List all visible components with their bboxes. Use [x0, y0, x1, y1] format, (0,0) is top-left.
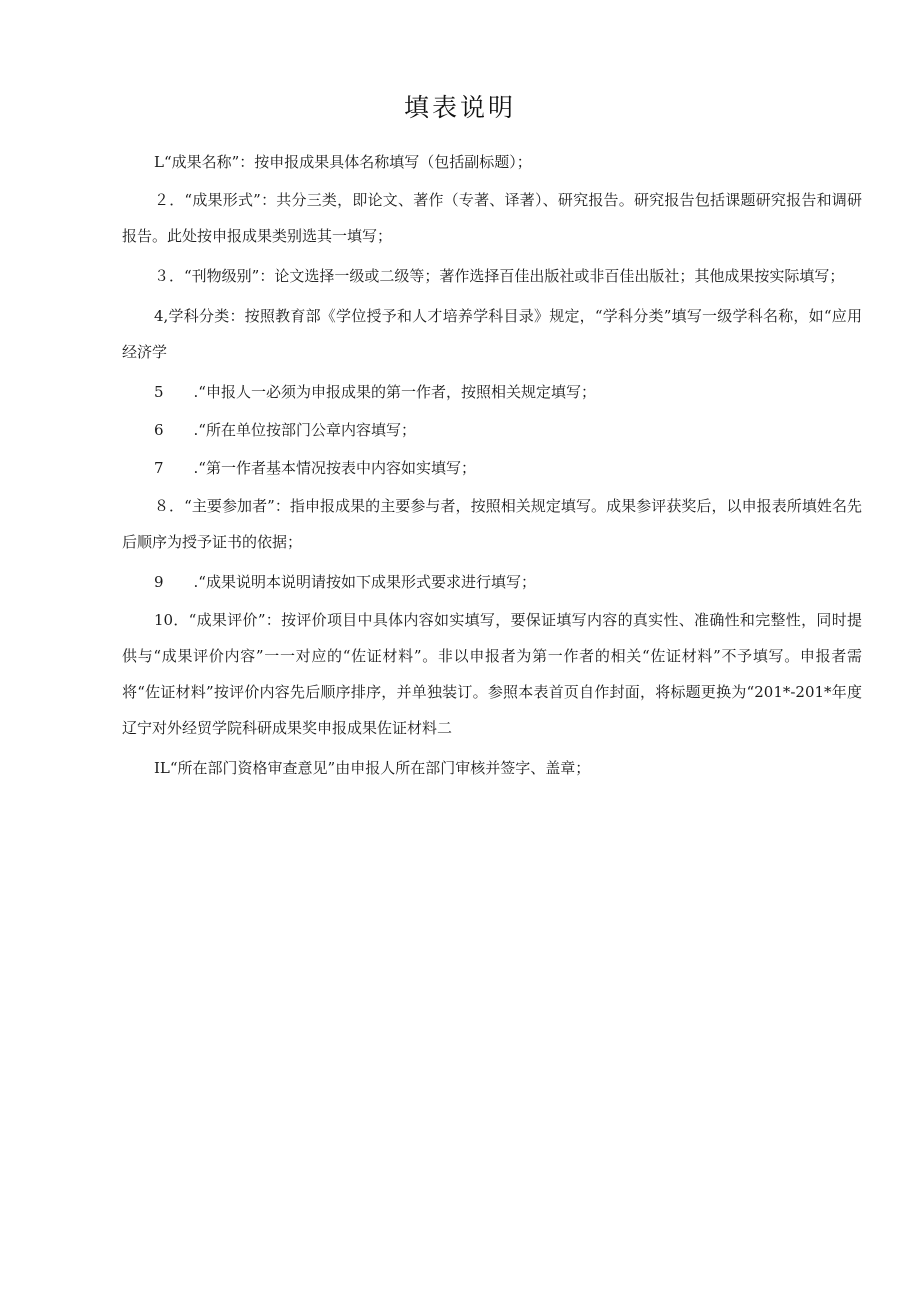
- instruction-item-2: ２．“成果形式”：共分三类，即论文、著作（专著、译著）、研究报告。研究报告包括课题研究报告和调研报告。此处按申报成果类别选其一填写；: [122, 191, 862, 245]
- instruction-item-4: 4,学科分类：按照教育部《学位授予和人才培养学科目录》规定，“学科分类”填写一级学科名称，如“应用经济学: [122, 307, 862, 361]
- document-title: 填表说明: [403, 93, 516, 122]
- instruction-item-6: 6 .“所在单位按部门公章内容填写；: [154, 421, 416, 439]
- instruction-item-3: ３．“刊物级别”：论文选择一级或二级等；著作选择百佳出版社或非百佳出版社；其他成果按实际填写；: [154, 267, 845, 285]
- instruction-item-5: 5 .“申报人一必须为申报成果的第一作者，按照相关规定填写；: [154, 383, 596, 401]
- instruction-item-11: IL“所在部门资格审查意见”由申报人所在部门审核并签字、盖章；: [154, 759, 591, 777]
- instructions-list: [122, 144, 862, 788]
- instruction-item-9: 9 .“成果说明本说明请按如下成果形式要求进行填写；: [154, 573, 536, 591]
- instruction-item-1: L“成果名称”：按申报成果具体名称填写（包括副标题）；: [154, 153, 532, 171]
- instruction-item-7: 7 .“第一作者基本情况按表中内容如实填写；: [154, 459, 476, 477]
- instruction-item-10: 10．“成果评价”：按评价项目中具体内容如实填写，要保证填写内容的真实性、准确性和完整性，同时提供与“成果评价内容”一一对应的“佐证材料”。非以申报者为第一作者的相关“佐证材料”不予填写。申报者需将“佐证材料”按评价内容先后顺序排序，并单独装订。参照本表首页自作封面，将标题更换为“201*-201*年度辽宁对外经贸学院科研成果奖申报成果佐证材料二: [122, 611, 862, 737]
- instruction-item-8: ８．“主要参加者”：指申报成果的主要参与者，按照相关规定填写。成果参评获奖后，以申报表所填姓名先后顺序为授予证书的依据；: [122, 497, 862, 551]
